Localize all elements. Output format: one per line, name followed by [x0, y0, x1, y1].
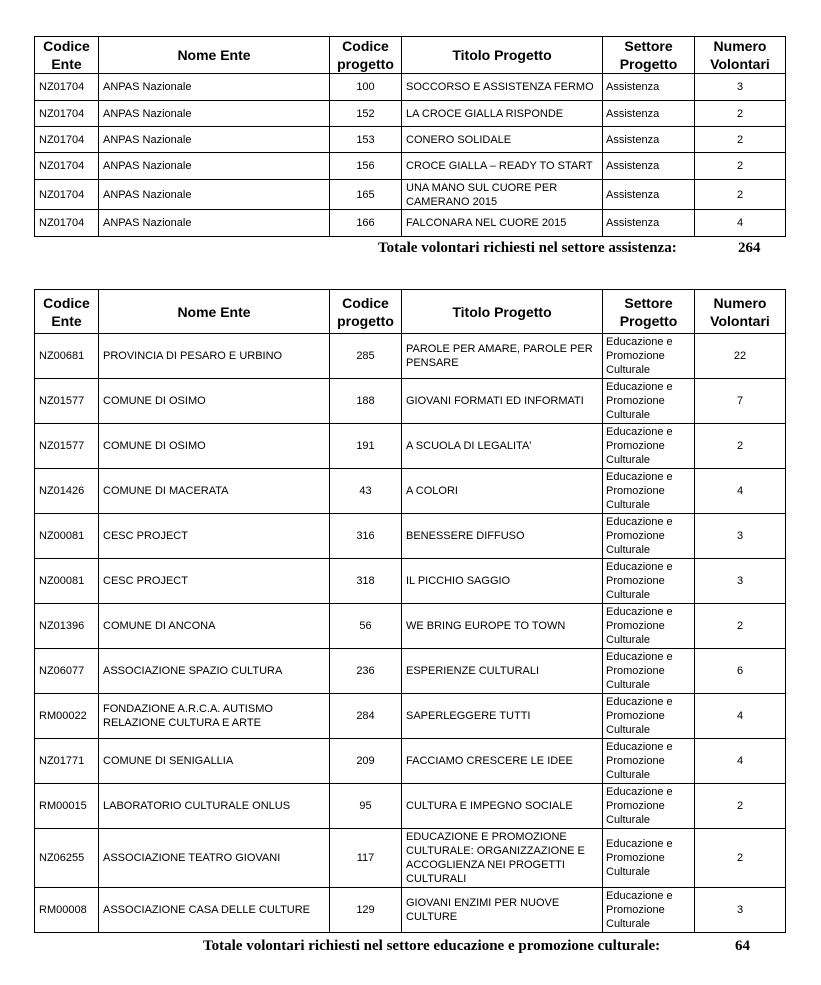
cell-numero-volontari: 22 [695, 334, 786, 379]
cell-numero-volontari: 4 [695, 739, 786, 784]
cell-codice-progetto: 318 [330, 559, 402, 604]
cell-codice-progetto: 56 [330, 604, 402, 649]
header-numero-volontari: Numero Volontari [695, 37, 786, 74]
cell-codice-progetto: 152 [330, 101, 402, 127]
cell-settore-progetto: Educazione e Promozione Culturale [603, 469, 695, 514]
cell-nome-ente: CESC PROJECT [99, 514, 330, 559]
cell-titolo-progetto: LA CROCE GIALLA RISPONDE [402, 101, 603, 127]
cell-codice-progetto: 156 [330, 153, 402, 180]
cell-nome-ente: COMUNE DI MACERATA [99, 469, 330, 514]
total-educazione-label: Totale volontari richiesti nel settore educazione e promozione culturale: [203, 938, 661, 954]
cell-nome-ente: COMUNE DI OSIMO [99, 424, 330, 469]
cell-numero-volontari: 2 [695, 180, 786, 210]
cell-settore-progetto: Educazione e Promozione Culturale [603, 829, 695, 888]
cell-titolo-progetto: CONERO SOLIDALE [402, 127, 603, 153]
total-educazione-value: 64 [735, 938, 750, 954]
table-row [35, 784, 786, 829]
cell-nome-ente: LABORATORIO CULTURALE ONLUS [99, 784, 330, 829]
cell-numero-volontari: 3 [695, 888, 786, 933]
cell-nome-ente: ASSOCIAZIONE TEATRO GIOVANI [99, 829, 330, 888]
cell-nome-ente: ANPAS Nazionale [99, 101, 330, 127]
cell-settore-progetto: Educazione e Promozione Culturale [603, 784, 695, 829]
cell-codice-ente: NZ01704 [35, 180, 99, 210]
table-row [35, 739, 786, 784]
cell-titolo-progetto: IL PICCHIO SAGGIO [402, 559, 603, 604]
cell-codice-ente: NZ01396 [35, 604, 99, 649]
cell-codice-ente: RM00008 [35, 888, 99, 933]
cell-nome-ente: COMUNE DI ANCONA [99, 604, 330, 649]
cell-codice-progetto: 236 [330, 649, 402, 694]
cell-numero-volontari: 2 [695, 101, 786, 127]
table-row [35, 514, 786, 559]
cell-titolo-progetto: SOCCORSO E ASSISTENZA FERMO [402, 74, 603, 101]
table-row [35, 101, 786, 127]
cell-codice-ente: NZ01577 [35, 379, 99, 424]
header-codice-progetto: Codice progetto [330, 290, 402, 334]
cell-settore-progetto: Educazione e Promozione Culturale [603, 514, 695, 559]
total-assistenza-label: Totale volontari richiesti nel settore assistenza: [378, 240, 677, 256]
table-row [35, 180, 786, 210]
cell-codice-ente: NZ01704 [35, 210, 99, 237]
table-row [35, 334, 786, 379]
cell-codice-ente: NZ01704 [35, 74, 99, 101]
cell-numero-volontari: 2 [695, 153, 786, 180]
cell-titolo-progetto: CROCE GIALLA – READY TO START [402, 153, 603, 180]
cell-codice-progetto: 117 [330, 829, 402, 888]
cell-settore-progetto: Educazione e Promozione Culturale [603, 424, 695, 469]
cell-codice-progetto: 95 [330, 784, 402, 829]
cell-numero-volontari: 4 [695, 469, 786, 514]
cell-titolo-progetto: GIOVANI ENZIMI PER NUOVE CULTURE [402, 888, 603, 933]
cell-settore-progetto: Assistenza [603, 74, 695, 101]
cell-codice-progetto: 165 [330, 180, 402, 210]
cell-settore-progetto: Educazione e Promozione Culturale [603, 604, 695, 649]
cell-numero-volontari: 2 [695, 784, 786, 829]
cell-codice-ente: NZ01704 [35, 153, 99, 180]
cell-codice-ente: NZ00681 [35, 334, 99, 379]
cell-codice-progetto: 188 [330, 379, 402, 424]
table-row [35, 694, 786, 739]
cell-codice-progetto: 285 [330, 334, 402, 379]
header-nome-ente: Nome Ente [99, 290, 330, 334]
header-titolo-progetto: Titolo Progetto [402, 37, 603, 74]
header-codice-ente: Codice Ente [35, 290, 99, 334]
header-nome-ente: Nome Ente [99, 37, 330, 74]
cell-codice-ente: NZ06255 [35, 829, 99, 888]
cell-settore-progetto: Assistenza [603, 101, 695, 127]
cell-codice-ente: RM00022 [35, 694, 99, 739]
header-settore-progetto: Settore Progetto [603, 290, 695, 334]
cell-nome-ente: ASSOCIAZIONE CASA DELLE CULTURE [99, 888, 330, 933]
cell-titolo-progetto: EDUCAZIONE E PROMOZIONE CULTURALE: ORGANIZZAZIONE E ACCOGLIENZA NEI PROGETTI CULTURALI [402, 829, 603, 888]
cell-numero-volontari: 3 [695, 74, 786, 101]
cell-titolo-progetto: PAROLE PER AMARE, PAROLE PER PENSARE [402, 334, 603, 379]
cell-nome-ente: CESC PROJECT [99, 559, 330, 604]
cell-titolo-progetto: GIOVANI FORMATI ED INFORMATI [402, 379, 603, 424]
table-row [35, 829, 786, 888]
cell-codice-ente: RM00015 [35, 784, 99, 829]
cell-codice-progetto: 43 [330, 469, 402, 514]
cell-titolo-progetto: SAPERLEGGERE TUTTI [402, 694, 603, 739]
header-row [35, 37, 786, 74]
cell-nome-ente: FONDAZIONE A.R.C.A. AUTISMO RELAZIONE CULTURA E ARTE [99, 694, 330, 739]
table-row [35, 888, 786, 933]
cell-nome-ente: ANPAS Nazionale [99, 153, 330, 180]
cell-nome-ente: COMUNE DI OSIMO [99, 379, 330, 424]
cell-codice-ente: NZ00081 [35, 514, 99, 559]
cell-numero-volontari: 6 [695, 649, 786, 694]
cell-nome-ente: ANPAS Nazionale [99, 74, 330, 101]
cell-numero-volontari: 3 [695, 514, 786, 559]
cell-settore-progetto: Educazione e Promozione Culturale [603, 694, 695, 739]
cell-codice-ente: NZ01771 [35, 739, 99, 784]
cell-settore-progetto: Educazione e Promozione Culturale [603, 649, 695, 694]
cell-settore-progetto: Assistenza [603, 127, 695, 153]
header-row [35, 290, 786, 334]
table-row [35, 469, 786, 514]
header-titolo-progetto: Titolo Progetto [402, 290, 603, 334]
cell-codice-ente: NZ01704 [35, 127, 99, 153]
cell-codice-ente: NZ00081 [35, 559, 99, 604]
cell-titolo-progetto: A SCUOLA DI LEGALITA' [402, 424, 603, 469]
table-row [35, 604, 786, 649]
cell-titolo-progetto: A COLORI [402, 469, 603, 514]
cell-settore-progetto: Educazione e Promozione Culturale [603, 559, 695, 604]
cell-codice-ente: NZ01704 [35, 101, 99, 127]
cell-numero-volontari: 2 [695, 604, 786, 649]
header-settore-progetto: Settore Progetto [603, 37, 695, 74]
table-row [35, 559, 786, 604]
cell-codice-progetto: 166 [330, 210, 402, 237]
cell-codice-progetto: 209 [330, 739, 402, 784]
table-row [35, 210, 786, 237]
cell-settore-progetto: Educazione e Promozione Culturale [603, 334, 695, 379]
cell-settore-progetto: Assistenza [603, 153, 695, 180]
cell-codice-ente: NZ06077 [35, 649, 99, 694]
cell-settore-progetto: Assistenza [603, 210, 695, 237]
cell-nome-ente: COMUNE DI SENIGALLIA [99, 739, 330, 784]
cell-nome-ente: PROVINCIA DI PESARO E URBINO [99, 334, 330, 379]
cell-numero-volontari: 2 [695, 829, 786, 888]
table-row [35, 127, 786, 153]
cell-nome-ente: ANPAS Nazionale [99, 210, 330, 237]
cell-numero-volontari: 4 [695, 694, 786, 739]
cell-codice-progetto: 129 [330, 888, 402, 933]
table-row [35, 74, 786, 101]
cell-titolo-progetto: ESPERIENZE CULTURALI [402, 649, 603, 694]
cell-titolo-progetto: BENESSERE DIFFUSO [402, 514, 603, 559]
header-numero-volontari: Numero Volontari [695, 290, 786, 334]
cell-codice-ente: NZ01426 [35, 469, 99, 514]
cell-settore-progetto: Educazione e Promozione Culturale [603, 379, 695, 424]
cell-numero-volontari: 2 [695, 424, 786, 469]
cell-nome-ente: ASSOCIAZIONE SPAZIO CULTURA [99, 649, 330, 694]
cell-titolo-progetto: FACCIAMO CRESCERE LE IDEE [402, 739, 603, 784]
educazione-table [34, 289, 786, 933]
header-codice-ente: Codice Ente [35, 37, 99, 74]
cell-codice-progetto: 316 [330, 514, 402, 559]
cell-codice-progetto: 191 [330, 424, 402, 469]
assistenza-table [34, 36, 786, 237]
cell-titolo-progetto: CULTURA E IMPEGNO SOCIALE [402, 784, 603, 829]
cell-titolo-progetto: WE BRING EUROPE TO TOWN [402, 604, 603, 649]
total-assistenza-value: 264 [738, 240, 761, 256]
cell-codice-ente: NZ01577 [35, 424, 99, 469]
cell-numero-volontari: 3 [695, 559, 786, 604]
cell-settore-progetto: Assistenza [603, 180, 695, 210]
table-row [35, 649, 786, 694]
table-row [35, 424, 786, 469]
cell-titolo-progetto: UNA MANO SUL CUORE PER CAMERANO 2015 [402, 180, 603, 210]
cell-codice-progetto: 153 [330, 127, 402, 153]
cell-nome-ente: ANPAS Nazionale [99, 127, 330, 153]
cell-settore-progetto: Educazione e Promozione Culturale [603, 739, 695, 784]
cell-nome-ente: ANPAS Nazionale [99, 180, 330, 210]
header-codice-progetto: Codice progetto [330, 37, 402, 74]
table-row [35, 153, 786, 180]
cell-settore-progetto: Educazione e Promozione Culturale [603, 888, 695, 933]
cell-codice-progetto: 100 [330, 74, 402, 101]
cell-numero-volontari: 7 [695, 379, 786, 424]
cell-numero-volontari: 4 [695, 210, 786, 237]
cell-numero-volontari: 2 [695, 127, 786, 153]
cell-titolo-progetto: FALCONARA NEL CUORE 2015 [402, 210, 603, 237]
table-row [35, 379, 786, 424]
cell-codice-progetto: 284 [330, 694, 402, 739]
